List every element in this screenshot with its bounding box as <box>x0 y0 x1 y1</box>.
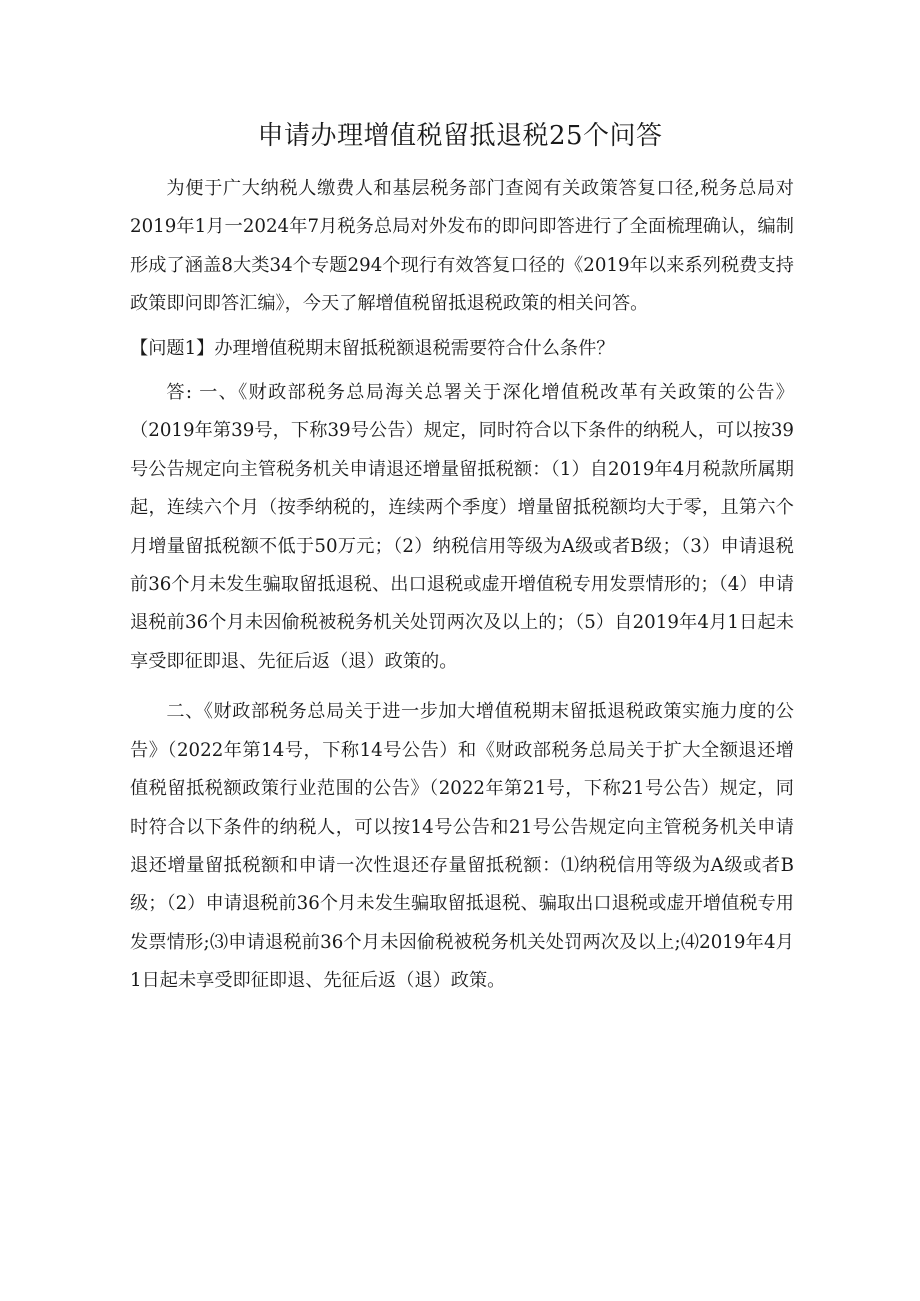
answer-paragraph-1: 答: 一、《财政部税务总局海关总署关于深化增值税改革有关政策的公告》（2019年第39号，下称39号公告）规定，同时符合以下条件的纳税人，可以按39号公告规定向主管税务机关申请退还增量留抵税额：（1）自2019年4月税款所属期起，连续六个月（按季纳税的，连续两个季度）增量留抵税额均大于零，且第六个月增量留抵税额不低于50万元；（2）纳税信用等级为A级或者B级；（3）申请退税前36个月未发生骗取留抵退税、出口退税或虚开增值税专用发票情形的；（4）申请退税前36个月未因偷税被税务机关处罚两次及以上的；（5）自2019年4月1日起未享受即征即退、先征后返（退）政策的。 <box>130 382 794 672</box>
answer-paragraph-2: 二、《财政部税务总局关于进一步加大增值税期末留抵退税政策实施力度的公告》（2022年第14号，下称14号公告）和《财政部税务总局关于扩大全额退还增值税留抵税额政策行业范围的公告》（2022年第21号，下称21号公告）规定，同时符合以下条件的纳税人，可以按14号公告和21号公告规定向主管税务机关申请退还增量留抵税额和申请一次性退还存量留抵税额：⑴纳税信用等级为A级或者B级；（2）申请退税前36个月未发生骗取留抵退税、骗取出口退税或虚开增值税专用发票情形;⑶申请退税前36个月未因偷税被税务机关处罚两次及以上;⑷2019年4月1日起未享受即征即退、先征后返（退）政策。 <box>130 701 794 992</box>
document-title: 申请办理增值税留抵退税25个问答 <box>257 121 663 151</box>
intro-paragraph: 为便于广大纳税人缴费人和基层税务部门查阅有关政策答复口径,税务总局对2019年1月一2024年7月税务总局对外发布的即问即答进行了全面梳理确认，编制形成了涵盖8大类34个专题294个现行有效答复口径的《2019年以来系列税费支持政策即问即答汇编》，今天了解增值税留抵退税政策的相关问答。 <box>130 178 794 315</box>
question-heading: 【问题1】办理增值税期末留抵税额退税需要符合什么条件？ <box>130 337 615 359</box>
document-body <box>130 170 794 1001</box>
